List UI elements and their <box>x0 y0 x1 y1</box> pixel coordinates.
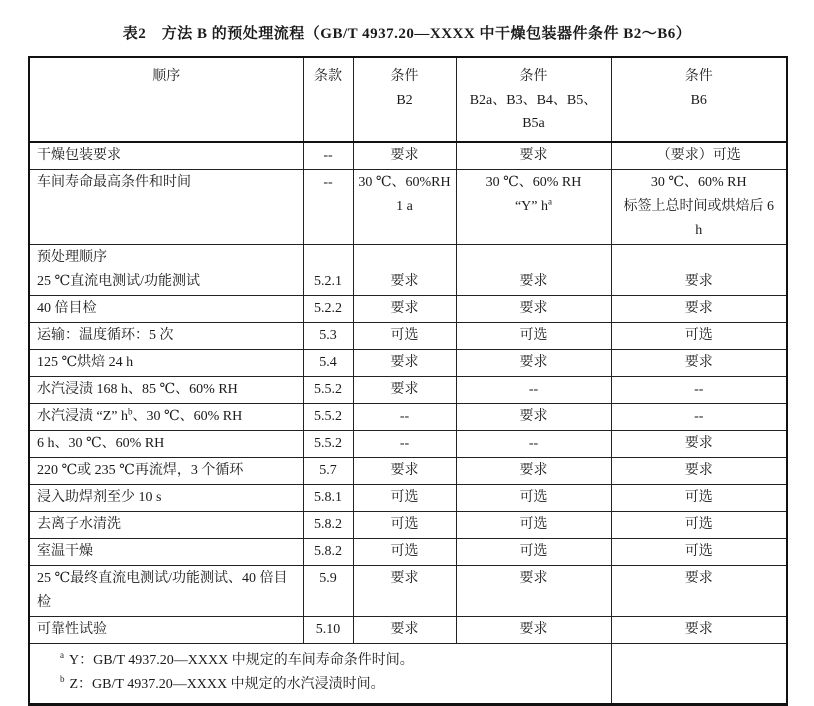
cell-step: 40 倍目检 <box>29 296 303 323</box>
cell-condition-b6: （要求）可选 <box>611 142 787 170</box>
cell-condition-b2a-b5a: 可选 <box>456 323 611 350</box>
cell-condition-b2a-b5a: 可选 <box>456 485 611 512</box>
cell-condition-b2: 要求 <box>353 617 456 644</box>
cell-clause: -- <box>303 170 353 245</box>
cell-condition-b6: 可选 <box>611 539 787 566</box>
footnote-cell <box>29 644 611 705</box>
table-row <box>29 539 787 566</box>
cell-line: 1 a <box>396 199 413 214</box>
cell-condition-b6: -- <box>611 404 787 431</box>
cell-step: 水汽浸渍 168 h、85 ℃、60% RH <box>29 377 303 404</box>
cell-condition-b2: 可选 <box>353 539 456 566</box>
cell-condition-b6: 可选 <box>611 485 787 512</box>
cell-condition-b2a-b5a: -- <box>456 431 611 458</box>
cell-condition-b6 <box>611 170 787 245</box>
table-row <box>29 485 787 512</box>
header-clause <box>303 57 353 142</box>
cell-condition-b2a-b5a: 要求 <box>456 617 611 644</box>
cell-condition-b6: -- <box>611 377 787 404</box>
cell-clause: 5.5.2 <box>303 377 353 404</box>
cell-clause: 5.5.2 <box>303 404 353 431</box>
table-row <box>29 350 787 377</box>
footnote-line <box>60 649 607 673</box>
cell-line <box>461 195 607 219</box>
header-condition-b2 <box>353 57 456 142</box>
cell-condition-b2: 可选 <box>353 323 456 350</box>
cell-clause: -- <box>303 142 353 170</box>
cell-clause: 5.3 <box>303 323 353 350</box>
header-label: 条件 <box>519 69 548 84</box>
cell-line: 预处理顺序 <box>37 250 107 265</box>
cell-condition-b2: 要求 <box>353 245 456 296</box>
cell-step: 去离子水清洗 <box>29 512 303 539</box>
header-label: 条款 <box>314 69 342 84</box>
cell-step: 干燥包装要求 <box>29 142 303 170</box>
footnote-empty-cell <box>611 644 787 705</box>
header-sublabel: B6 <box>690 93 707 108</box>
footnote-row <box>29 644 787 705</box>
cell-condition-b2a-b5a: 要求 <box>456 245 611 296</box>
cell-clause: 5.10 <box>303 617 353 644</box>
cell-condition-b2: 要求 <box>353 142 456 170</box>
cell-condition-b2 <box>353 170 456 245</box>
cell-step: 6 h、30 ℃、60% RH <box>29 431 303 458</box>
cell-condition-b2: 可选 <box>353 485 456 512</box>
table-row <box>29 512 787 539</box>
cell-clause: 5.2.1 <box>303 245 353 296</box>
header-row <box>29 57 787 142</box>
cell-condition-b2: 可选 <box>353 512 456 539</box>
cell-condition-b2a-b5a: 要求 <box>456 458 611 485</box>
table-row <box>29 142 787 170</box>
cell-condition-b6: 要求 <box>611 617 787 644</box>
table-row <box>29 617 787 644</box>
cell-text: “Y” h <box>514 199 549 214</box>
table-caption: 表2 方法 B 的预处理流程（GB/T 4937.20—XXXX 中干燥包装器件条件 B2～B6） <box>122 26 692 42</box>
cell-clause: 5.2.2 <box>303 296 353 323</box>
cell-condition-b2a-b5a: 可选 <box>456 539 611 566</box>
cell-clause: 5.5.2 <box>303 431 353 458</box>
cell-step <box>29 404 303 431</box>
cell-line: 30 ℃、60% RH <box>650 175 747 190</box>
footnote-marker: a <box>548 196 553 207</box>
cell-condition-b2a-b5a: 要求 <box>456 566 611 617</box>
table-row <box>29 566 787 617</box>
footnote-marker: a <box>60 650 64 661</box>
cell-condition-b6: 要求 <box>611 245 787 296</box>
cell-condition-b2: 要求 <box>353 350 456 377</box>
cell-condition-b2: 要求 <box>353 458 456 485</box>
cell-condition-b6: 要求 <box>611 431 787 458</box>
cell-line: 25 ℃直流电测试/功能测试 <box>37 274 201 289</box>
cell-condition-b6: 要求 <box>611 296 787 323</box>
cell-condition-b2a-b5a: 要求 <box>456 404 611 431</box>
cell-condition-b6: 要求 <box>611 350 787 377</box>
cell-condition-b2a-b5a: 要求 <box>456 142 611 170</box>
cell-condition-b2: 要求 <box>353 377 456 404</box>
cell-condition-b2a-b5a: 要求 <box>456 350 611 377</box>
preconditioning-flow-table <box>28 56 788 706</box>
cell-text: 、30 ℃、60% RH <box>132 409 243 424</box>
cell-condition-b2: 要求 <box>353 296 456 323</box>
cell-step: 运输：温度循环：5 次 <box>29 323 303 350</box>
cell-condition-b6: 可选 <box>611 323 787 350</box>
table-row <box>29 323 787 350</box>
cell-condition-b6: 要求 <box>611 566 787 617</box>
cell-step: 室温干燥 <box>29 539 303 566</box>
cell-line: 标签上总时间或烘焙后 6 <box>623 199 774 214</box>
table-row <box>29 170 787 245</box>
cell-step: 25 ℃最终直流电测试/功能测试、40 倍目检 <box>29 566 303 617</box>
cell-condition-b2: -- <box>353 404 456 431</box>
cell-step <box>29 245 303 296</box>
header-condition-b6 <box>611 57 787 142</box>
header-sequence <box>29 57 303 142</box>
footnote-line <box>60 673 607 697</box>
footnote-text: Z：GB/T 4937.20—XXXX 中规定的水汽浸渍时间。 <box>69 677 385 692</box>
table-row <box>29 458 787 485</box>
cell-condition-b2: 要求 <box>353 566 456 617</box>
cell-condition-b2a-b5a: 可选 <box>456 512 611 539</box>
cell-clause: 5.4 <box>303 350 353 377</box>
header-sublabel: B2a、B3、B4、B5、B5a <box>469 93 598 131</box>
footnote-marker: b <box>60 674 65 685</box>
cell-step: 可靠性试验 <box>29 617 303 644</box>
header-label: 条件 <box>684 69 713 84</box>
header-condition-b2a-b5a <box>456 57 611 142</box>
table-row <box>29 404 787 431</box>
cell-clause: 5.9 <box>303 566 353 617</box>
header-sublabel: B2 <box>396 93 413 108</box>
cell-text: 水汽浸渍 “Z” h <box>37 409 128 424</box>
cell-condition-b2a-b5a <box>456 170 611 245</box>
cell-clause: 5.8.2 <box>303 512 353 539</box>
header-label: 顺序 <box>152 69 181 84</box>
table-row <box>29 296 787 323</box>
footnote-marker: b <box>127 406 133 417</box>
cell-step: 125 ℃烘焙 24 h <box>29 350 303 377</box>
cell-clause: 5.8.1 <box>303 485 353 512</box>
cell-line: 30 ℃、60% RH <box>485 175 582 190</box>
table-row <box>29 377 787 404</box>
cell-step: 浸入助焊剂至少 10 s <box>29 485 303 512</box>
cell-clause: 5.8.2 <box>303 539 353 566</box>
cell-line: h <box>695 223 703 238</box>
cell-condition-b2a-b5a: -- <box>456 377 611 404</box>
table-row <box>29 431 787 458</box>
cell-condition-b6: 要求 <box>611 458 787 485</box>
cell-condition-b2a-b5a: 要求 <box>456 296 611 323</box>
footnote-text: Y：GB/T 4937.20—XXXX 中规定的车间寿命条件时间。 <box>69 653 414 668</box>
cell-condition-b6: 可选 <box>611 512 787 539</box>
cell-step: 车间寿命最高条件和时间 <box>29 170 303 245</box>
cell-step: 220 ℃或 235 ℃再流焊，3 个循环 <box>29 458 303 485</box>
table-row <box>29 245 787 296</box>
header-label: 条件 <box>390 69 419 84</box>
cell-clause: 5.7 <box>303 458 353 485</box>
cell-condition-b2: -- <box>353 431 456 458</box>
cell-line: 30 ℃、60%RH <box>358 175 451 190</box>
